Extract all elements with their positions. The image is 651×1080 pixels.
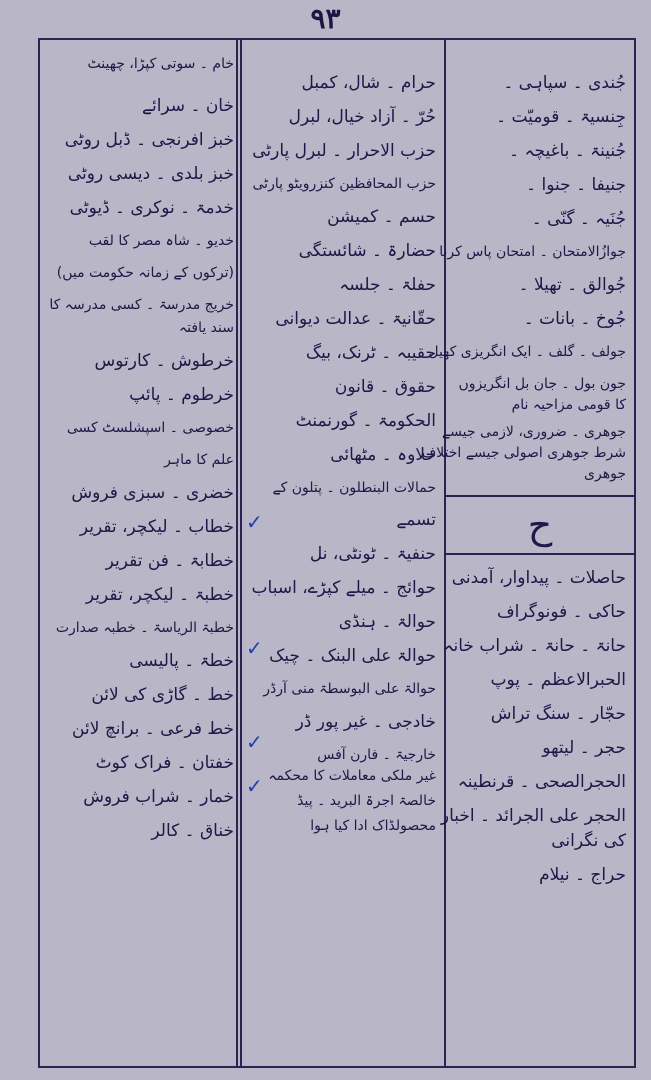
dictionary-entry: حقیبہ ۔ ٹرنک، بیگ bbox=[305, 343, 436, 363]
dictionary-entry: خط ۔ گاڑی کی لائن bbox=[91, 685, 234, 705]
dictionary-entry: حلاوہ ۔ مٹھائی bbox=[330, 445, 436, 465]
dictionary-entry: جنیفا ۔ جنوا ۔ bbox=[526, 175, 626, 195]
dictionary-entry: خدیو ۔ شاہ مصر کا لقب bbox=[88, 233, 234, 249]
dictionary-entry: حوالۃ علی البوسطۃ منی آرڈر bbox=[263, 681, 436, 697]
dictionary-entry: خدمۃ ۔ نوکری ۔ ڈیوٹی bbox=[69, 198, 234, 218]
dictionary-entry: سند یافتہ bbox=[178, 320, 234, 336]
dictionary-entry: خادجی ۔ غیر پور ڈر bbox=[295, 712, 436, 732]
dictionary-entry: خرطوم ۔ پائپ bbox=[129, 385, 234, 405]
dictionary-entry: (ترکوں کے زمانہ حکومت میں) bbox=[56, 265, 234, 281]
dictionary-entry: حقوق ۔ قانون bbox=[334, 377, 436, 397]
dictionary-entry: الحجرالصحی ۔ قرنطینہ bbox=[457, 772, 626, 792]
dictionary-entry: حضارۃ ۔ شائستگی bbox=[298, 241, 436, 261]
dictionary-entry: حرام ۔ شال، کمبل bbox=[301, 73, 436, 93]
dictionary-entry: حُرّ ۔ آزاد خیال، لبرل bbox=[288, 107, 436, 127]
check-mark-icon: ✓ bbox=[246, 636, 263, 660]
check-mark-icon: ✓ bbox=[246, 774, 263, 798]
middle-column bbox=[242, 40, 444, 1066]
dictionary-entry: حمالات البنطلون ۔ پتلون کے bbox=[272, 480, 436, 496]
dictionary-entry: خناق ۔ کالر bbox=[151, 821, 234, 841]
dictionary-entry: حوائج ۔ میلے کپڑے، اسباب bbox=[251, 578, 436, 598]
dictionary-entry: خضری ۔ سبزی فروش bbox=[71, 483, 234, 503]
left-column-list bbox=[40, 40, 242, 841]
dictionary-entry: خطۃ ۔ پالیسی bbox=[129, 651, 234, 671]
dictionary-entry: الحکومۃ ۔ گورنمنٹ bbox=[295, 411, 436, 431]
dictionary-entry: حاصلات ۔ پیداوار، آمدنی bbox=[451, 568, 626, 588]
right-column-upper bbox=[421, 40, 634, 483]
dictionary-entry: خالصۃ اجرۃ البرید ۔ پیڈ bbox=[297, 793, 436, 809]
dictionary-entry: خطابۃ ۔ فن تقریر bbox=[105, 551, 234, 571]
dictionary-entry: خصوصی ۔ اسپشلسٹ کسی bbox=[66, 420, 234, 436]
page-frame bbox=[38, 38, 636, 1068]
dictionary-entry: خط فرعی ۔ برانچ لائن bbox=[72, 719, 234, 739]
dictionary-entry: حزب المحافظین کنزرویٹو پارٹی bbox=[252, 176, 436, 192]
dictionary-entry: خرطوش ۔ کارتوس bbox=[94, 351, 234, 371]
dictionary-entry: خطبۃ ۔ لیکچر، تقریر bbox=[85, 585, 234, 605]
dictionary-entry: جِنسیۃ ۔ قومیّت ۔ bbox=[496, 107, 626, 127]
dictionary-entry: خطبۃ الریاسۃ ۔ خطبہ صدارت bbox=[55, 620, 234, 636]
dictionary-entry: خبز افرنجی ۔ ڈبل روٹی bbox=[64, 130, 234, 150]
dictionary-entry: کا قومی مزاحیہ نام bbox=[511, 397, 626, 413]
dictionary-entry: جوازُالامتحان ۔ امتحان پاس کرنا bbox=[439, 244, 626, 260]
dictionary-entry: خارجیۃ ۔ فارن آفس bbox=[317, 747, 436, 763]
left-column bbox=[40, 40, 242, 1066]
dictionary-entry: غیر ملکی معاملات کا محکمہ bbox=[268, 768, 436, 784]
dictionary-entry: حسم ۔ کمیشن bbox=[327, 207, 436, 227]
dictionary-entry: خطاب ۔ لیکچر، تقریر bbox=[79, 517, 234, 537]
dictionary-entry: محصولڈاک ادا کیا ہوا bbox=[310, 818, 436, 834]
check-mark-icon: ✓ bbox=[246, 730, 263, 754]
dictionary-entry: حانۃ ۔ حانۃ ۔ شراب خانہ bbox=[443, 636, 626, 656]
dictionary-entry: الحبرالاعظم ۔ پوپ bbox=[490, 670, 626, 690]
dictionary-entry: حوالۃ ۔ ہنڈی bbox=[338, 612, 436, 632]
dictionary-entry: جُنَیہ ۔ گنّی ۔ bbox=[531, 209, 626, 229]
section-letter-heading: ح bbox=[446, 495, 634, 555]
dictionary-entry: حقّانیۃ ۔ عدالت دیوانی bbox=[275, 309, 436, 329]
middle-column-list bbox=[242, 40, 444, 835]
dictionary-entry: جولف ۔ گلف ۔ ایک انگریزی کھیل bbox=[428, 344, 626, 360]
dictionary-entry: الحجر علی الجرائد ۔ اخبار bbox=[440, 806, 626, 826]
dictionary-entry: خمار ۔ شراب فروش bbox=[83, 787, 234, 807]
dictionary-entry: خان ۔ سرائے bbox=[142, 96, 234, 116]
dictionary-entry: خریج مدرسۃ ۔ کسی مدرسہ کا bbox=[49, 297, 234, 313]
page-number: ۹۳ bbox=[310, 2, 341, 35]
dictionary-entry: حجّار ۔ سنگ تراش bbox=[490, 704, 626, 724]
dictionary-entry: جوھری bbox=[584, 466, 626, 482]
dictionary-entry: خام ۔ سوتی کپڑا، چھینٹ bbox=[87, 56, 234, 72]
dictionary-entry: تسمے bbox=[396, 510, 436, 530]
check-mark-icon: ✓ bbox=[246, 510, 263, 534]
dictionary-entry: جون بول ۔ جان بل انگریزوں bbox=[458, 376, 626, 392]
right-column-lower bbox=[440, 568, 634, 885]
dictionary-entry: جوھری ۔ ضروری، لازمی جیسے bbox=[441, 424, 626, 440]
dictionary-entry: جُوالق ۔ تھیلا ۔ bbox=[518, 275, 626, 295]
dictionary-entry: جُندی ۔ سپاہی ۔ bbox=[503, 73, 626, 93]
dictionary-entry: کی نگرانی bbox=[551, 831, 626, 851]
dictionary-entry: حوالۃ علی البنک ۔ چیک bbox=[269, 646, 436, 666]
dictionary-entry: علم کا ماہر bbox=[164, 452, 234, 468]
dictionary-entry: حاکی ۔ فونوگراف bbox=[497, 602, 626, 622]
dictionary-entry: جُنینۃ ۔ باغیچہ ۔ bbox=[509, 141, 626, 161]
dictionary-entry: حجر ۔ لیتھو bbox=[542, 738, 626, 758]
dictionary-entry: حفلۃ ۔ جلسہ bbox=[339, 275, 436, 295]
dictionary-entry: جُوخ ۔ بانات ۔ bbox=[523, 309, 626, 329]
dictionary-entry: حنفیۃ ۔ ٹونٹی، نل bbox=[309, 544, 436, 564]
dictionary-entry: حراج ۔ نیلام bbox=[539, 865, 626, 885]
dictionary-entry: خفتان ۔ فراک کوٹ bbox=[95, 753, 234, 773]
right-column bbox=[421, 40, 634, 1066]
dictionary-entry: شرط جوھری اصولی جیسے اختلاف bbox=[421, 445, 626, 461]
dictionary-entry: خبز بلدی ۔ دیسی روٹی bbox=[67, 164, 234, 184]
dictionary-entry: حزب الاحرار ۔ لبرل پارٹی bbox=[252, 141, 436, 161]
